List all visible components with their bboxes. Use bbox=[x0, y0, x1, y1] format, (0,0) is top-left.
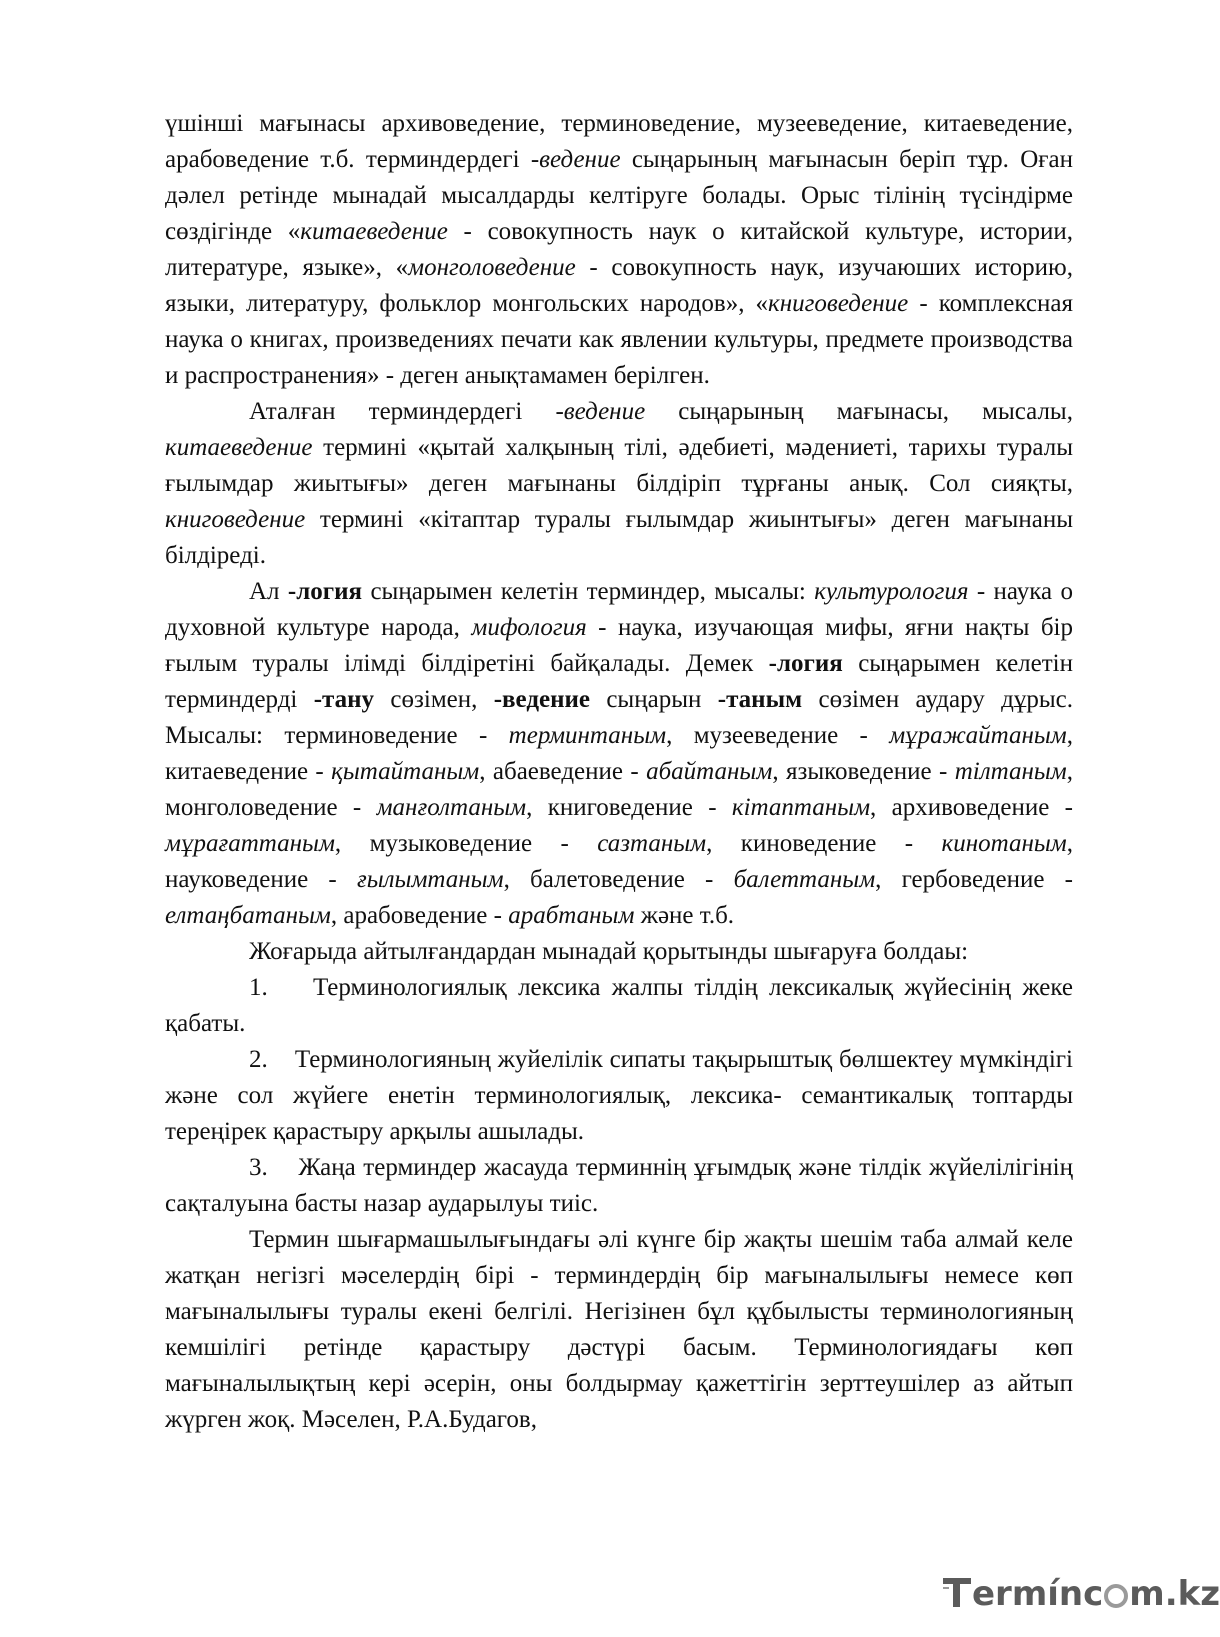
italic-term: монголоведение bbox=[408, 254, 576, 281]
italic-term: манғолтаным bbox=[376, 794, 527, 821]
text-run: және т.б. bbox=[634, 902, 735, 929]
text-run: , балетоведение - bbox=[503, 866, 734, 893]
paragraph bbox=[165, 106, 1073, 394]
text-run: - совокупность наук, изучаюших историю, языки, литературу, фольклор монгольских народов», « bbox=[165, 254, 1073, 317]
text-run: - совокупность наук о китайской культуре, истории, литературе, языке», « bbox=[165, 218, 1073, 281]
italic-term: терминтаным bbox=[508, 722, 667, 749]
document-body bbox=[165, 106, 1073, 1438]
italic-term: абайтаным bbox=[646, 758, 773, 785]
bold-term: -логия bbox=[287, 578, 363, 605]
italic-term: сазтаным bbox=[597, 830, 707, 857]
italic-term: китаеведение bbox=[300, 218, 448, 245]
italic-term: -ведение bbox=[555, 398, 646, 425]
bold-term: -таным bbox=[717, 686, 803, 713]
watermark-text-part1: ermínc bbox=[972, 1574, 1104, 1614]
italic-term: ғылымтаным bbox=[356, 866, 504, 893]
text-run: сөзімен аудару дұрыс. Мысалы: терминоведение - bbox=[165, 686, 1073, 749]
bold-term: -логия bbox=[768, 650, 843, 677]
text-run: 2. Терминологияның жуйелілік сипаты тақырыштық бөлшектеу мүмкіндігі және сол жүйеге енетін терминологиялық, лексика- семантикалық топтарды тереңірек қарастыру арқылы ашылады. bbox=[165, 1046, 1073, 1145]
text-run: сыңарының мағынасы, мысалы, bbox=[645, 398, 1073, 425]
text-run: , монголоведение - bbox=[165, 758, 1073, 821]
watermark-text-part2: m.kz bbox=[1129, 1574, 1220, 1614]
italic-term: кітаптаным bbox=[731, 794, 871, 821]
italic-term: книговедение bbox=[768, 290, 909, 317]
italic-term: -ведение bbox=[530, 146, 621, 173]
text-run: Термин шығармашылығындағы әлі күнге бір жақты шешім таба алмай келе жатқан негізгі мәселердің бірі - терминдердің бір мағыналылығы немесе көп мағыналылығы туралы екені белгілі. Негізінен бұл құбылысты терминологияның кемшілігі ретінде қарастыру дәстүрі басым. Терминологиядағы көп мағыналылықтың кері әсерін, оны болдырмау қажеттігін зерттеушілер аз айтып жүрген жоқ. Мәселен, Р.А.Будагов, bbox=[165, 1226, 1073, 1433]
watermark-logo bbox=[942, 1574, 1220, 1624]
text-run: термині «қытай халқының тілі, әдебиеті, мәдениеті, тарихы туралы ғылымдар жиытығы» деген мағынаны білдіріп тұрғаны анық. Сол сияқты, bbox=[165, 434, 1073, 497]
italic-term: китаеведение bbox=[165, 434, 313, 461]
text-run: 3. Жаңа терминдер жасауда терминнің ұғымдық және тілдік жүйелілігінің сақталуына басты назар аударылуы тиіс. bbox=[165, 1154, 1073, 1217]
text-run: , китаеведение - bbox=[165, 722, 1073, 785]
text-run: сөзімен, bbox=[374, 686, 494, 713]
paragraph bbox=[165, 1222, 1073, 1438]
italic-term: елтаңбатаным bbox=[165, 902, 331, 929]
text-run: , арабоведение - bbox=[330, 902, 509, 929]
text-run: , киноведение - bbox=[706, 830, 942, 857]
text-run: Ал bbox=[249, 578, 288, 605]
text-run: сыңарының мағынасын беріп тұр. Оған дәлел ретінде мынадай мысалдарды келтіруге болады. Орыс тілінің түсіндірме сөздігінде « bbox=[165, 146, 1073, 245]
text-run: 1. Терминологиялық лексика жалпы тілдің лексикалық жүйесінің жеке қабаты. bbox=[165, 974, 1073, 1037]
italic-term: тілтаным bbox=[954, 758, 1067, 785]
bold-term: -ведение bbox=[493, 686, 590, 713]
ring-icon bbox=[1104, 1584, 1128, 1608]
text-run: , музыковедение - bbox=[334, 830, 598, 857]
text-run: , музееведение - bbox=[666, 722, 890, 749]
paragraph bbox=[165, 1042, 1073, 1150]
italic-term: мұрағаттаным bbox=[165, 830, 335, 857]
text-run: сыңарымен келетін терминдерді bbox=[165, 650, 1074, 713]
paragraph bbox=[165, 970, 1073, 1042]
italic-term: қытайтаным bbox=[331, 758, 480, 785]
text-run: , гербоведение - bbox=[875, 866, 1073, 893]
text-run: - наука о духовной культуре народа, bbox=[165, 578, 1073, 641]
text-run: , науковедение - bbox=[165, 830, 1073, 893]
text-run: термині «кітаптар туралы ғылымдар жиынтығы» деген мағынаны білдіреді. bbox=[165, 506, 1073, 569]
watermark-text bbox=[942, 1574, 1220, 1614]
bold-term: -тану bbox=[313, 686, 375, 713]
paragraph bbox=[165, 574, 1073, 934]
italic-term: кинотаным bbox=[941, 830, 1067, 857]
text-run: - комплексная наука о книгах, произведениях печати как явлении культуры, предмете производства и распространения» - деген анықтамамен берілген. bbox=[165, 290, 1073, 389]
text-run: сыңарымен келетін терминдер, мысалы: bbox=[362, 578, 815, 605]
paragraph bbox=[165, 394, 1073, 574]
paragraph bbox=[165, 1150, 1073, 1222]
text-run: - наука, изучающая мифы, яғни нақты бір ғылым туралы ілімді білдіретіні байқалады. Демек bbox=[165, 614, 1073, 677]
paragraph bbox=[165, 934, 1073, 970]
italic-term: балеттаным bbox=[733, 866, 876, 893]
text-run: , абаеведение - bbox=[479, 758, 647, 785]
text-run: , языковедение - bbox=[772, 758, 955, 785]
italic-term: книговедение bbox=[165, 506, 306, 533]
italic-term: мұражайтаным bbox=[889, 722, 1067, 749]
text-run: , архивоведение - bbox=[870, 794, 1073, 821]
text-run: Аталған терминдердегі bbox=[249, 398, 556, 425]
italic-term: арабтаным bbox=[508, 902, 635, 929]
italic-term: мифология bbox=[471, 614, 587, 641]
text-run: сыңарын bbox=[589, 686, 718, 713]
text-run: , книговедение - bbox=[526, 794, 732, 821]
text-run: үшінші мағынасы архивоведение, терминоведение, музееведение, китаеведение, арабоведение т.б. терминдердегі bbox=[165, 110, 1073, 173]
t-logo-icon bbox=[942, 1575, 972, 1609]
text-run: Жоғарыда айтылғандардан мынадай қорытынды шығаруға болдаы: bbox=[249, 938, 969, 965]
italic-term: культурология bbox=[814, 578, 969, 605]
